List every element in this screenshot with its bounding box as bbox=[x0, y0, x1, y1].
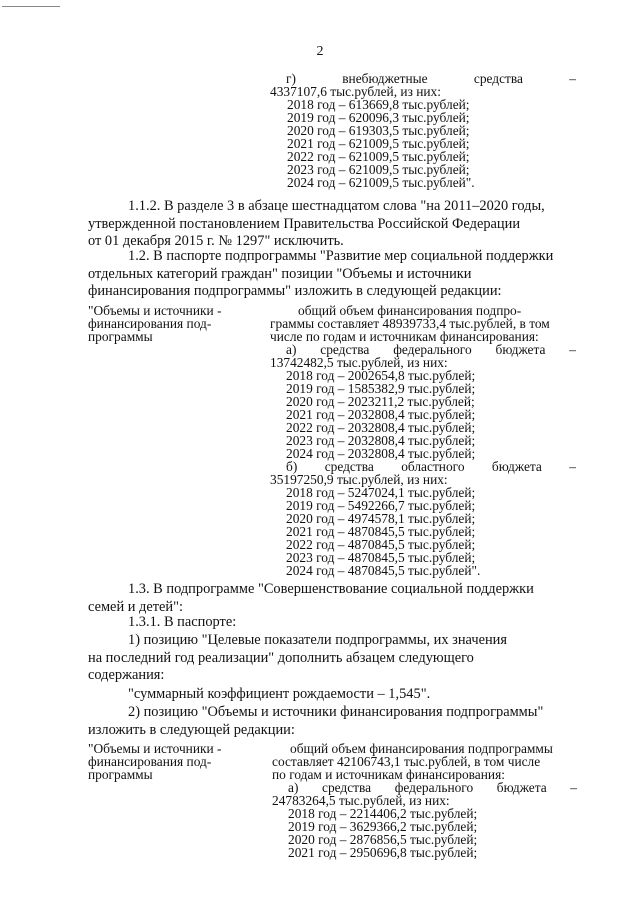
paragraph-1-2: 1.2. В паспорте подпрограммы "Развитие мер социальной поддержки отдельных категорий граждан" позиции "Объемы и источники финансирования подпрограммы" изложить в следующей редакции: bbox=[88, 248, 554, 299]
year-line: 2019 год – 620096,3 тыс.рублей; bbox=[287, 110, 470, 125]
federal-budget-heading: а) средства федерального бюджета – bbox=[288, 780, 577, 795]
year-line: 2023 год – 4870845,5 тыс.рублей; bbox=[286, 550, 476, 565]
block-g-heading: г) внебюджетные средства – bbox=[286, 71, 576, 86]
regional-budget-heading: б) средства областного бюджета – bbox=[286, 459, 576, 474]
federal-years bbox=[272, 807, 577, 859]
year-line: 2023 год – 621009,5 тыс.рублей; bbox=[287, 162, 470, 177]
regional-years bbox=[270, 486, 576, 577]
federal-years bbox=[270, 369, 576, 460]
year-line: 2023 год – 2032808,4 тыс.рублей; bbox=[286, 433, 476, 448]
year-line: 2018 год – 2214406,2 тыс.рублей; bbox=[288, 806, 478, 821]
year-line: 2024 год – 2032808,4 тыс.рублей; bbox=[286, 446, 476, 461]
year-line: 2021 год – 2950696,8 тыс.рублей; bbox=[288, 845, 478, 860]
block-g-years bbox=[270, 98, 576, 189]
year-line: 2019 год – 5492266,7 тыс.рублей; bbox=[286, 498, 476, 513]
year-line: 2024 год – 621009,5 тыс.рублей". bbox=[287, 175, 475, 190]
corner-mark bbox=[2, 6, 60, 7]
year-line: 2021 год – 4870845,5 тыс.рублей; bbox=[286, 524, 476, 539]
federal-budget-heading: а) средства федерального бюджета – bbox=[286, 342, 576, 357]
funding-block-extrabudgetary bbox=[270, 72, 576, 189]
year-line: 2020 год – 4974578,1 тыс.рублей; bbox=[286, 511, 476, 526]
year-line: 2018 год – 613669,8 тыс.рублей; bbox=[287, 97, 470, 112]
year-line: 2020 год – 2023211,2 тыс.рублей; bbox=[286, 394, 475, 409]
page-number: 2 bbox=[316, 44, 324, 59]
year-line: 2021 год – 2032808,4 тыс.рублей; bbox=[286, 407, 476, 422]
paragraph-1-1-2: 1.1.2. В разделе 3 в абзаце шестнадцатом слова "на 2011–2020 годы, утвержденной постановлением Правительства Российской Федерации от 01 декабря 2015 г. № 1297" исключить. bbox=[88, 198, 545, 249]
table2-right-cell: общий объем финансирования подпрограммы составляет 42106743,1 тыс.рублей, в том числе по годам и источникам финансирования: а) средства федерального бюджета – 24783264,5 тыс.рублей, из них: 2018 год – 2214406,2 тыс.рублей; 2019 год – 3629366,2 тыс.рублей; 2020 год – 2876856,5 тыс.рублей; 2021 год – 2950696,8 тыс.рублей; bbox=[272, 741, 577, 860]
year-line: 2019 год – 3629366,2 тыс.рублей; bbox=[288, 819, 478, 834]
year-line: 2018 год – 5247024,1 тыс.рублей; bbox=[286, 485, 476, 500]
year-line: 2024 год – 4870845,5 тыс.рублей". bbox=[286, 563, 481, 578]
table1-right-cell: общий объем финансирования подпро- граммы составляет 48939733,4 тыс.рублей, в том числе по годам и источникам финансирования: а) средства федерального бюджета – 13742482,5 тыс.рублей, из них: 2018 год – 2002654,8 тыс.рублей; 2019 год – 1585382,9 тыс.рублей; 2020 год – 2023211,2 тыс.рублей; 2021 год – 2032808,4 тыс.рублей; 2022 год – 2032808,4 тыс.рублей; 2023 год – 2032808,4 тыс.рублей; 2024 год – 2032808,4 тыс.рублей; б) средства областного бюджета – 35197250,9 тыс.рублей, из них: 2018 год – 5247024,1 тыс.рублей; 2019 год – 5492266,7 тыс.рублей; 2020 год – 4974578,1 тыс.рублей; 2021 год – 4870845,5 тыс.рублей; 2022 год – 4870845,5 тыс.рублей; 2023 год – 4870845,5 тыс.рублей; 2024 год – 4870845,5 тыс.рублей". bbox=[270, 303, 576, 578]
year-line: 2022 год – 2032808,4 тыс.рублей; bbox=[286, 420, 476, 435]
block-g-amount: 4337107,6 тыс.рублей, из них: bbox=[270, 84, 441, 99]
paragraph-item-1: 1) позицию "Целевые показатели подпрограммы, их значения на последний год реализации" дополнить абзацем следующего содержания: bbox=[88, 632, 507, 683]
table2-left-cell: "Объемы и источники - финансирования под- программы bbox=[88, 741, 222, 782]
paragraph-item-2: 2) позицию "Объемы и источники финансирования подпрограммы" изложить в следующей редакции: bbox=[88, 704, 544, 738]
year-line: 2021 год – 621009,5 тыс.рублей; bbox=[287, 136, 470, 151]
year-line: 2020 год – 619303,5 тыс.рублей; bbox=[287, 123, 470, 138]
table1-left-cell: "Объемы и источники - финансирования под- программы bbox=[88, 303, 222, 344]
paragraph-1-3: 1.3. В подпрограмме "Совершенствование социальной поддержки семей и детей": bbox=[88, 581, 534, 615]
year-line: 2022 год – 621009,5 тыс.рублей; bbox=[287, 149, 470, 164]
year-line: 2019 год – 1585382,9 тыс.рублей; bbox=[286, 381, 476, 396]
quote-line: "суммарный коэффициент рождаемости – 1,545". bbox=[128, 686, 431, 702]
year-line: 2020 год – 2876856,5 тыс.рублей; bbox=[288, 832, 478, 847]
year-line: 2022 год – 4870845,5 тыс.рублей; bbox=[286, 537, 476, 552]
paragraph-1-3-1: 1.3.1. В паспорте: bbox=[128, 614, 237, 630]
year-line: 2018 год – 2002654,8 тыс.рублей; bbox=[286, 368, 476, 383]
